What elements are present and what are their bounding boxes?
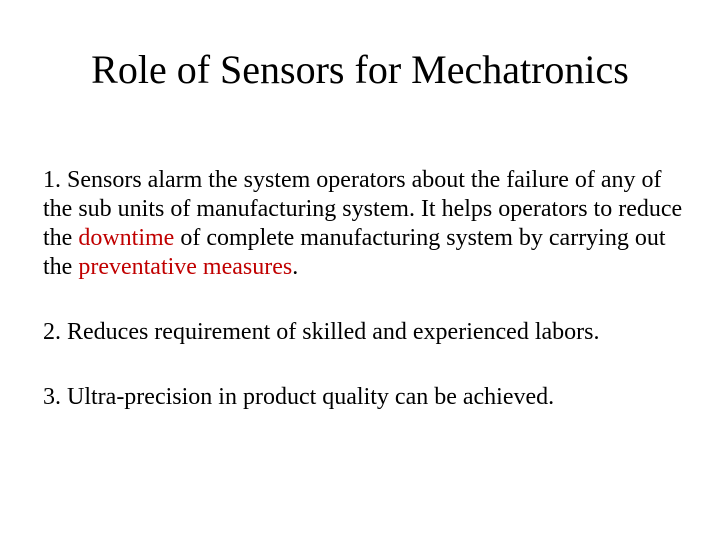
bullet-point-3: 3. Ultra-precision in product quality can be achieved.: [43, 384, 555, 410]
bullet-1-text-part-3: .: [292, 254, 299, 280]
slide-body: [43, 166, 683, 412]
bullet-1-text-part-1: 1. Sensors alarm the system operators about the failure of any of the sub units of manufacturing system. It helps operators to reduce the: [43, 167, 683, 251]
bullet-1-text-part-2: of complete manufacturing system by carrying out the: [43, 225, 666, 280]
slide-title: Role of Sensors for Mechatronics: [91, 47, 629, 92]
highlight-downtime: downtime: [78, 225, 175, 251]
bullet-point-1: [43, 166, 683, 282]
highlight-preventative-measures: preventative measures: [78, 254, 293, 280]
bullet-point-2: 2. Reduces requirement of skilled and experienced labors.: [43, 319, 600, 345]
